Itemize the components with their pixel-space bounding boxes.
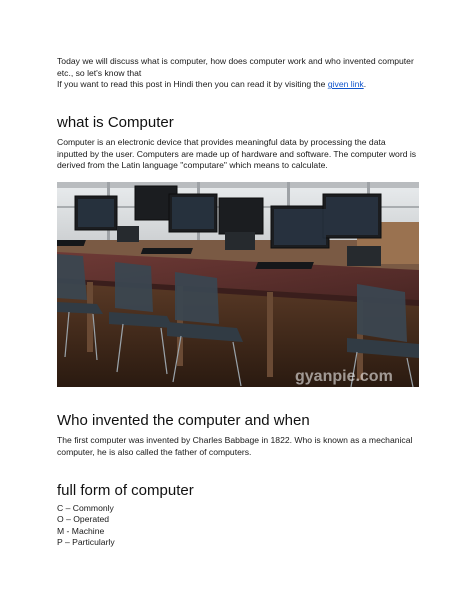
list-item: O – Operated (57, 514, 110, 525)
computer-lab-illustration (57, 182, 419, 387)
list-item: C – Commonly (57, 503, 114, 513)
heading-full-form: full form of computer (57, 482, 194, 499)
photo-watermark: gyanpie.com (295, 368, 393, 385)
full-form-list (57, 503, 115, 549)
intro-line-2-prefix: If you want to read this post in Hindi then you can read it by visiting the (57, 79, 328, 90)
intro-paragraph (57, 56, 417, 91)
list-item: P – Particularly (57, 537, 115, 548)
given-link[interactable]: given link (327, 79, 364, 90)
heading-what-is-computer: what is Computer (57, 114, 174, 131)
heading-who-invented: Who invented the computer and when (57, 412, 310, 429)
computer-lab-photo (57, 182, 419, 387)
who-invented-paragraph: The first computer was invented by Charles Babbage in 1822. Who is known as a mechanical computer, he is also called the father of computers. (57, 435, 413, 457)
intro-line-2-suffix: . (363, 79, 367, 90)
list-item: M - Machine (57, 525, 105, 536)
what-is-computer-paragraph: Computer is an electronic device that provides meaningful data by processing the data inputted by the user. Computers are made up of hardware and software. The computer word is derived from the Latin language "computare" which means to calculate. (57, 137, 417, 171)
intro-line-1: Today we will discuss what is computer, how does computer work and who invented computer etc., so let's know that (57, 56, 414, 78)
